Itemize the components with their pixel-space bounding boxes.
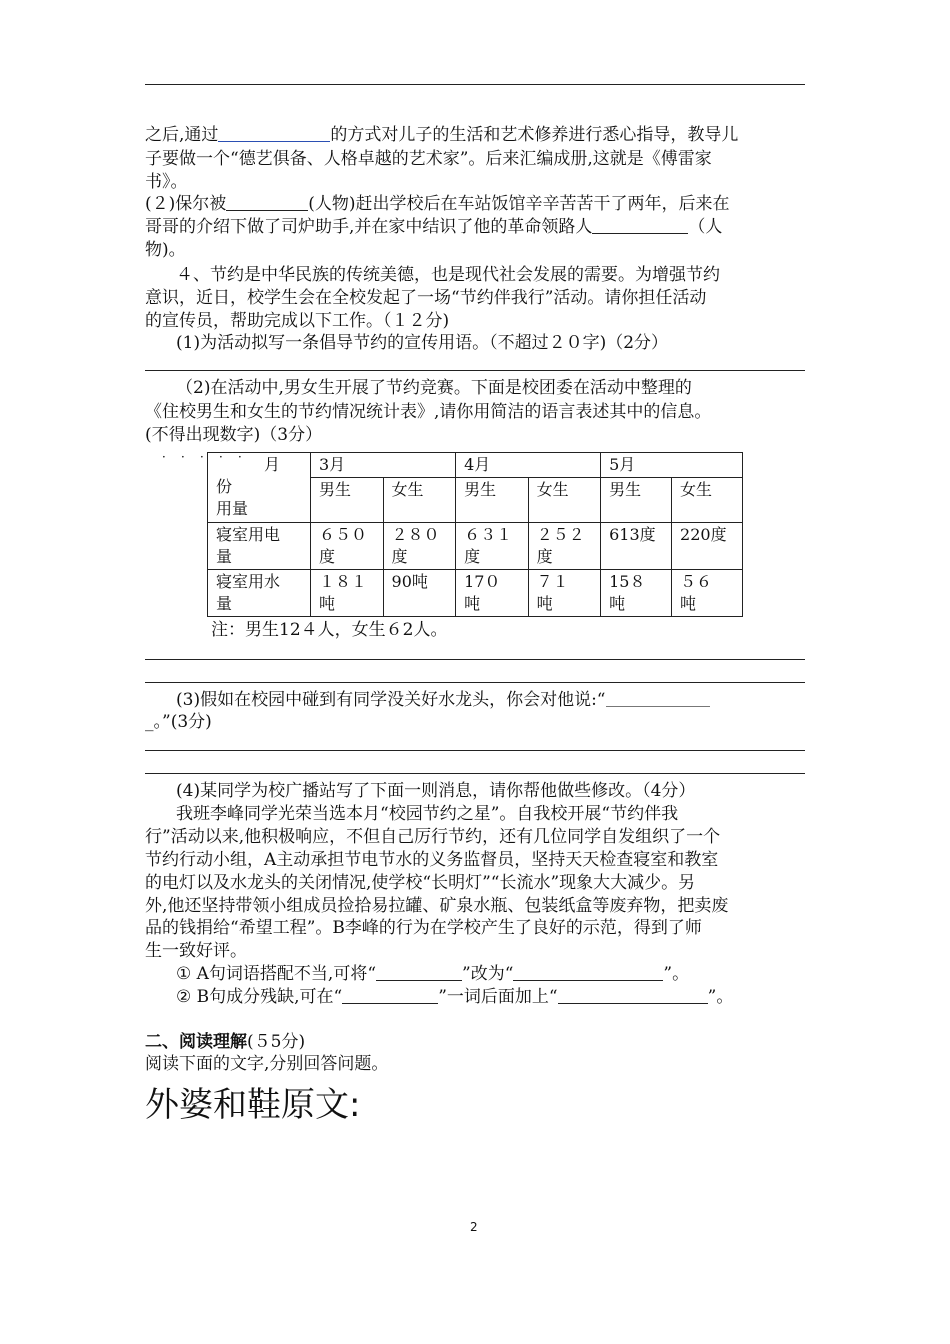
- table-cell: ２５２ 度: [528, 523, 601, 570]
- answer-line[interactable]: [145, 773, 805, 774]
- passage-line: 行”活动以来,他积极响应，不但自己厉行节约，还有几位同学自发组织了一个: [145, 827, 721, 847]
- answer-line[interactable]: [145, 682, 805, 683]
- table-cell: ６３１ 度: [456, 523, 529, 570]
- table-cell: 17０ 吨: [456, 570, 529, 617]
- question-4-intro: 意识，近日，校学生会在全校发起了一场“节约伴我行”活动。请你担任活动: [145, 288, 707, 308]
- answer-blank[interactable]: [218, 125, 330, 142]
- subquestion-2: 《住校男生和女生的节约情况统计表》,请你用简洁的语言表述其中的信息。: [145, 402, 712, 422]
- row-label: 寝室用水 量: [208, 570, 311, 617]
- answer-blank[interactable]: [558, 987, 708, 1004]
- section-2-title: 二、阅读理解(５5分): [145, 1032, 306, 1052]
- gender-header: 女生: [672, 478, 743, 523]
- passage-line: 的电灯以及水龙头的关闭情况,使学校“长明灯”“长流水”现象大大减少。另: [145, 873, 696, 893]
- table-row: [208, 523, 743, 570]
- answer-blank[interactable]: [606, 690, 710, 707]
- gender-header: 男生: [456, 478, 529, 523]
- subquestion-4: (4)某同学为校广播站写了下面一则消息，请你帮他做些修改。（4分）: [176, 781, 696, 801]
- answer-blank[interactable]: [513, 964, 663, 981]
- table-cell: １８１ 吨: [311, 570, 384, 617]
- subquestion-2: （2)在活动中,男女生开展了节约竞赛。下面是校团委在活动中整理的: [176, 378, 692, 398]
- table-row: [208, 570, 743, 617]
- table-cell: 15８ 吨: [601, 570, 672, 617]
- text-line: 书》。: [145, 172, 188, 192]
- revision-answer-a: ① A句词语搭配不当,可将“ ”改为“ ”。: [176, 964, 690, 984]
- text-line: 之后,通过 的方式对儿子的生活和艺术修养进行悉心指导，教导儿: [145, 125, 739, 145]
- text-line: 哥哥的介绍下做了司炉助手,并在家中结识了他的革命领路人 （人: [145, 217, 723, 237]
- table-cell: ５６ 吨: [672, 570, 743, 617]
- passage-heading: 外婆和鞋原文:: [145, 1085, 361, 1125]
- question-4-intro: ４、节约是中华民族的传统美德，也是现代社会发展的需要。为增强节约: [176, 265, 720, 285]
- passage-line: 外,他还坚持带领小组成员捡拾易拉罐、矿泉水瓶、包装纸盒等废弃物，把卖废: [145, 896, 729, 916]
- month-header: 4月: [456, 453, 601, 478]
- passage-line: 生一致好评。: [145, 941, 247, 961]
- subquestion-2: (不得出现数字)（3分）: [145, 425, 323, 445]
- passage-line: 品的钱捐给“希望工程”。B李峰的行为在学校产生了良好的示范，得到了师: [145, 918, 702, 938]
- answer-blank[interactable]: [376, 964, 462, 981]
- answer-line[interactable]: [145, 750, 805, 751]
- revision-answer-b: ② B句成分残缺,可在“ ”一词后面加上“ ”。: [176, 987, 734, 1007]
- month-header: 3月: [311, 453, 456, 478]
- table-cell: ６５０ 度: [311, 523, 384, 570]
- gender-header: 女生: [383, 478, 456, 523]
- answer-line[interactable]: [145, 370, 805, 371]
- question-4-intro: 的宣传员，帮助完成以下工作。（１２分): [145, 311, 450, 331]
- row-label: 寝室用电 量: [208, 523, 311, 570]
- text-line: 物)。: [145, 240, 186, 260]
- passage-line: 节约行动小组，A主动承担节电节水的义务监督员，坚持天天检查寝室和教室: [145, 850, 719, 870]
- answer-blank[interactable]: [342, 987, 438, 1004]
- answer-line[interactable]: [145, 659, 805, 660]
- text-line: 子要做一个“德艺俱备、人格卓越的艺术家”。后来汇编成册,这就是《傅雷家: [145, 149, 712, 169]
- table-note: 注：男生12４人，女生６2人。: [211, 620, 448, 640]
- gender-header: 男生: [311, 478, 384, 523]
- answer-blank[interactable]: [226, 194, 308, 211]
- table-cell: 220度: [672, 523, 743, 570]
- subquestion-3: _。”(3分): [145, 712, 212, 732]
- section-2-description: 阅读下面的文字,分别回答问题。: [145, 1054, 389, 1074]
- text-line: (２)保尔被 (人物)赶出学校后在车站饭馆辛辛苦苦干了两年，后来在: [145, 194, 730, 214]
- table-cell: ７１ 吨: [528, 570, 601, 617]
- header-rule: [145, 84, 805, 85]
- answer-blank[interactable]: [592, 217, 688, 234]
- subquestion-1: (1)为活动拟写一条倡导节约的宣传用语。（不超过２０字)（2分）: [176, 333, 669, 353]
- saving-stats-table: [207, 452, 743, 617]
- passage-line: 我班李峰同学光荣当选本月“校园节约之星”。自我校开展“节约伴我: [176, 804, 679, 824]
- page-number: 2: [470, 1220, 478, 1234]
- gender-header: 男生: [601, 478, 672, 523]
- gender-header: 女生: [528, 478, 601, 523]
- subquestion-3: (3)假如在校园中碰到有同学没关好水龙头，你会对他说:“: [176, 689, 710, 711]
- table-corner-cell: 月 份 用量: [208, 453, 311, 523]
- table-cell: 90吨: [383, 570, 456, 617]
- emphasis-dots: ．．．．．: [162, 446, 264, 460]
- table-cell: 613度: [601, 523, 672, 570]
- month-header: 5月: [601, 453, 743, 478]
- table-cell: ２８０ 度: [383, 523, 456, 570]
